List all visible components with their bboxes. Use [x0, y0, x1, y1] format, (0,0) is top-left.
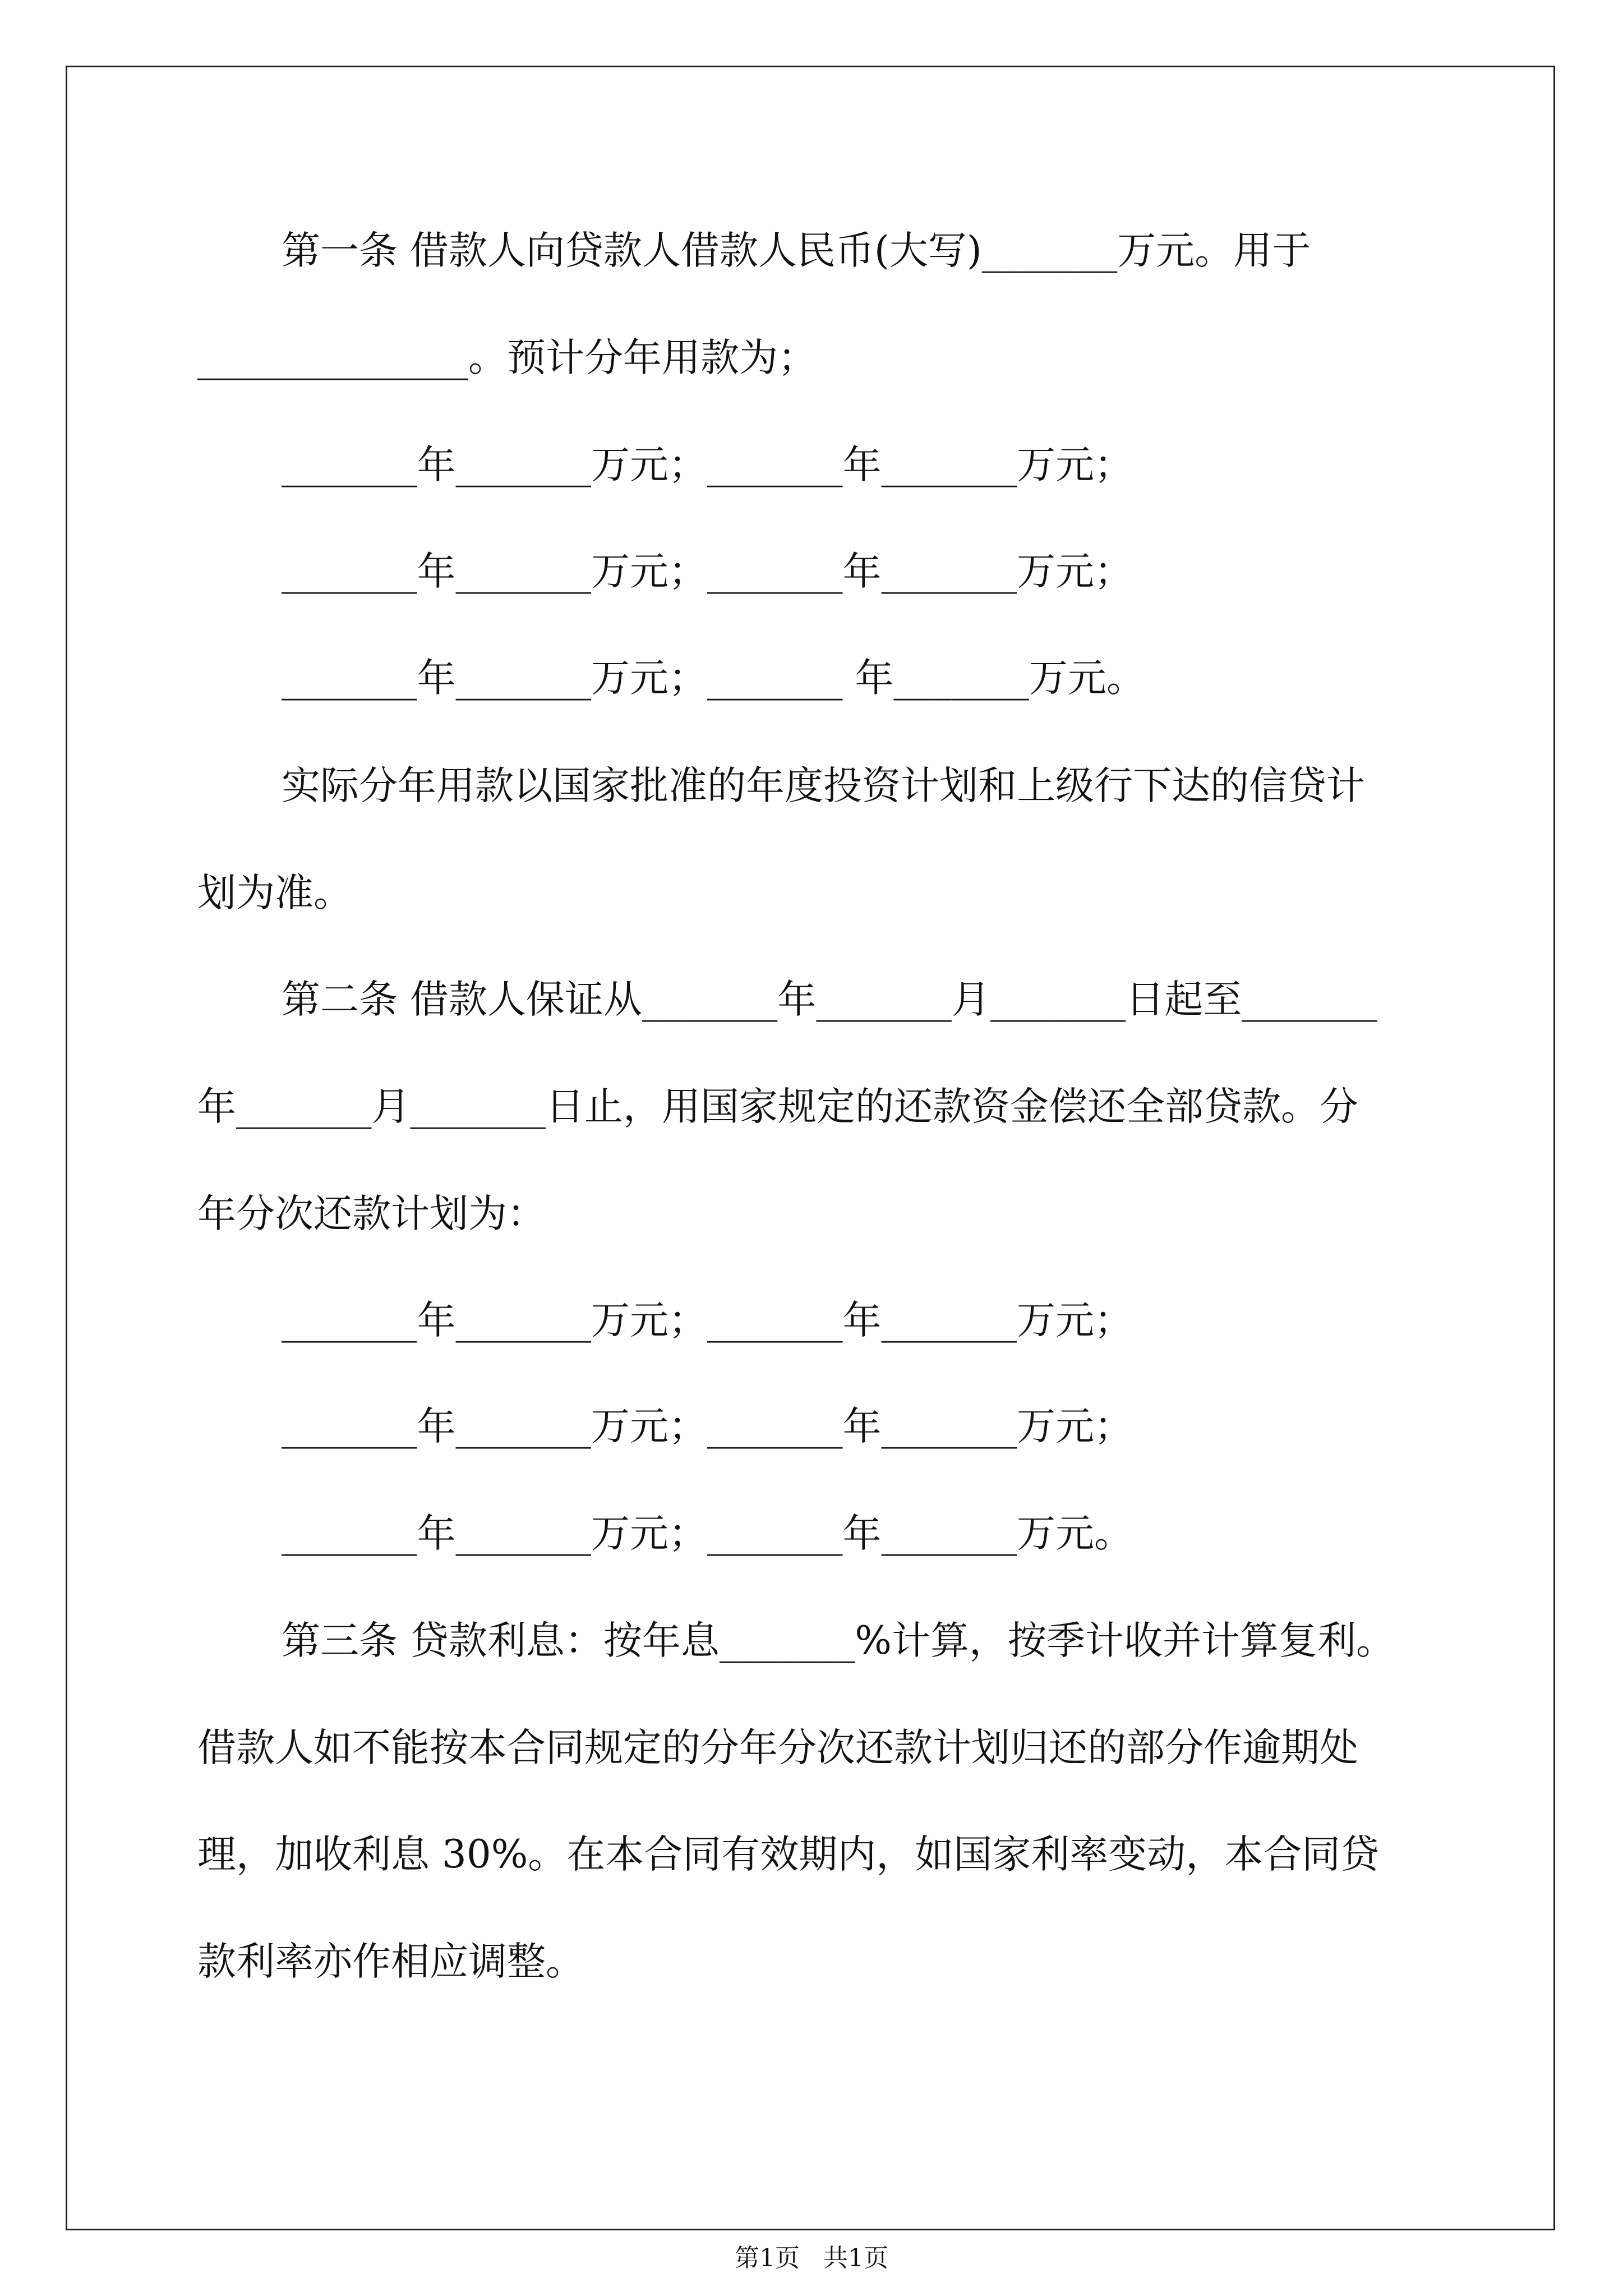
article-2-line-2: 年_______月_______日止，用国家规定的还款资金偿还全部贷款。分	[197, 1084, 1358, 1129]
article-3-line-1: 第三条 贷款利息：按年息_______%计算，按季计收并计算复利。	[282, 1618, 1395, 1663]
article-3-line-2: 借款人如不能按本合同规定的分年分次还款计划归还的部分作逾期处	[197, 1726, 1358, 1770]
usage-schedule-line-2: _______年_______万元；_______年_______万元；	[282, 549, 1133, 594]
usage-schedule-line-1: _______年_______万元；_______年_______万元；	[282, 443, 1133, 487]
article-2-line-3: 年分次还款计划为：	[197, 1191, 546, 1236]
article-2-line-1: 第二条 借款人保证从_______年_______月_______日起至_______	[282, 977, 1377, 1022]
article-1-line-2: ______________。预计分年用款为；	[197, 335, 817, 380]
page-footer: 第1页 共1页	[735, 2244, 888, 2272]
article-3-line-3: 理，加收利息 30%。在本合同有效期内，如国家利率变动，本合同贷	[197, 1832, 1380, 1877]
repayment-schedule-line-3: _______年_______万元；_______年_______万元。	[282, 1511, 1133, 1556]
usage-schedule-line-3: _______年_______万元；_______ 年_______万元。	[282, 656, 1145, 701]
article-1-line-1: 第一条 借款人向贷款人借款人民币(大写)_______万元。用于	[282, 228, 1311, 273]
actual-usage-line-2: 划为准。	[197, 871, 352, 915]
repayment-schedule-line-1: _______年_______万元；_______年_______万元；	[282, 1298, 1133, 1343]
repayment-schedule-line-2: _______年_______万元；_______年_______万元；	[282, 1404, 1133, 1449]
article-3-line-4: 款利率亦作相应调整。	[197, 1939, 584, 1984]
page-border	[66, 66, 1555, 2230]
actual-usage-line-1: 实际分年用款以国家批准的年度投资计划和上级行下达的信贷计	[282, 763, 1365, 808]
